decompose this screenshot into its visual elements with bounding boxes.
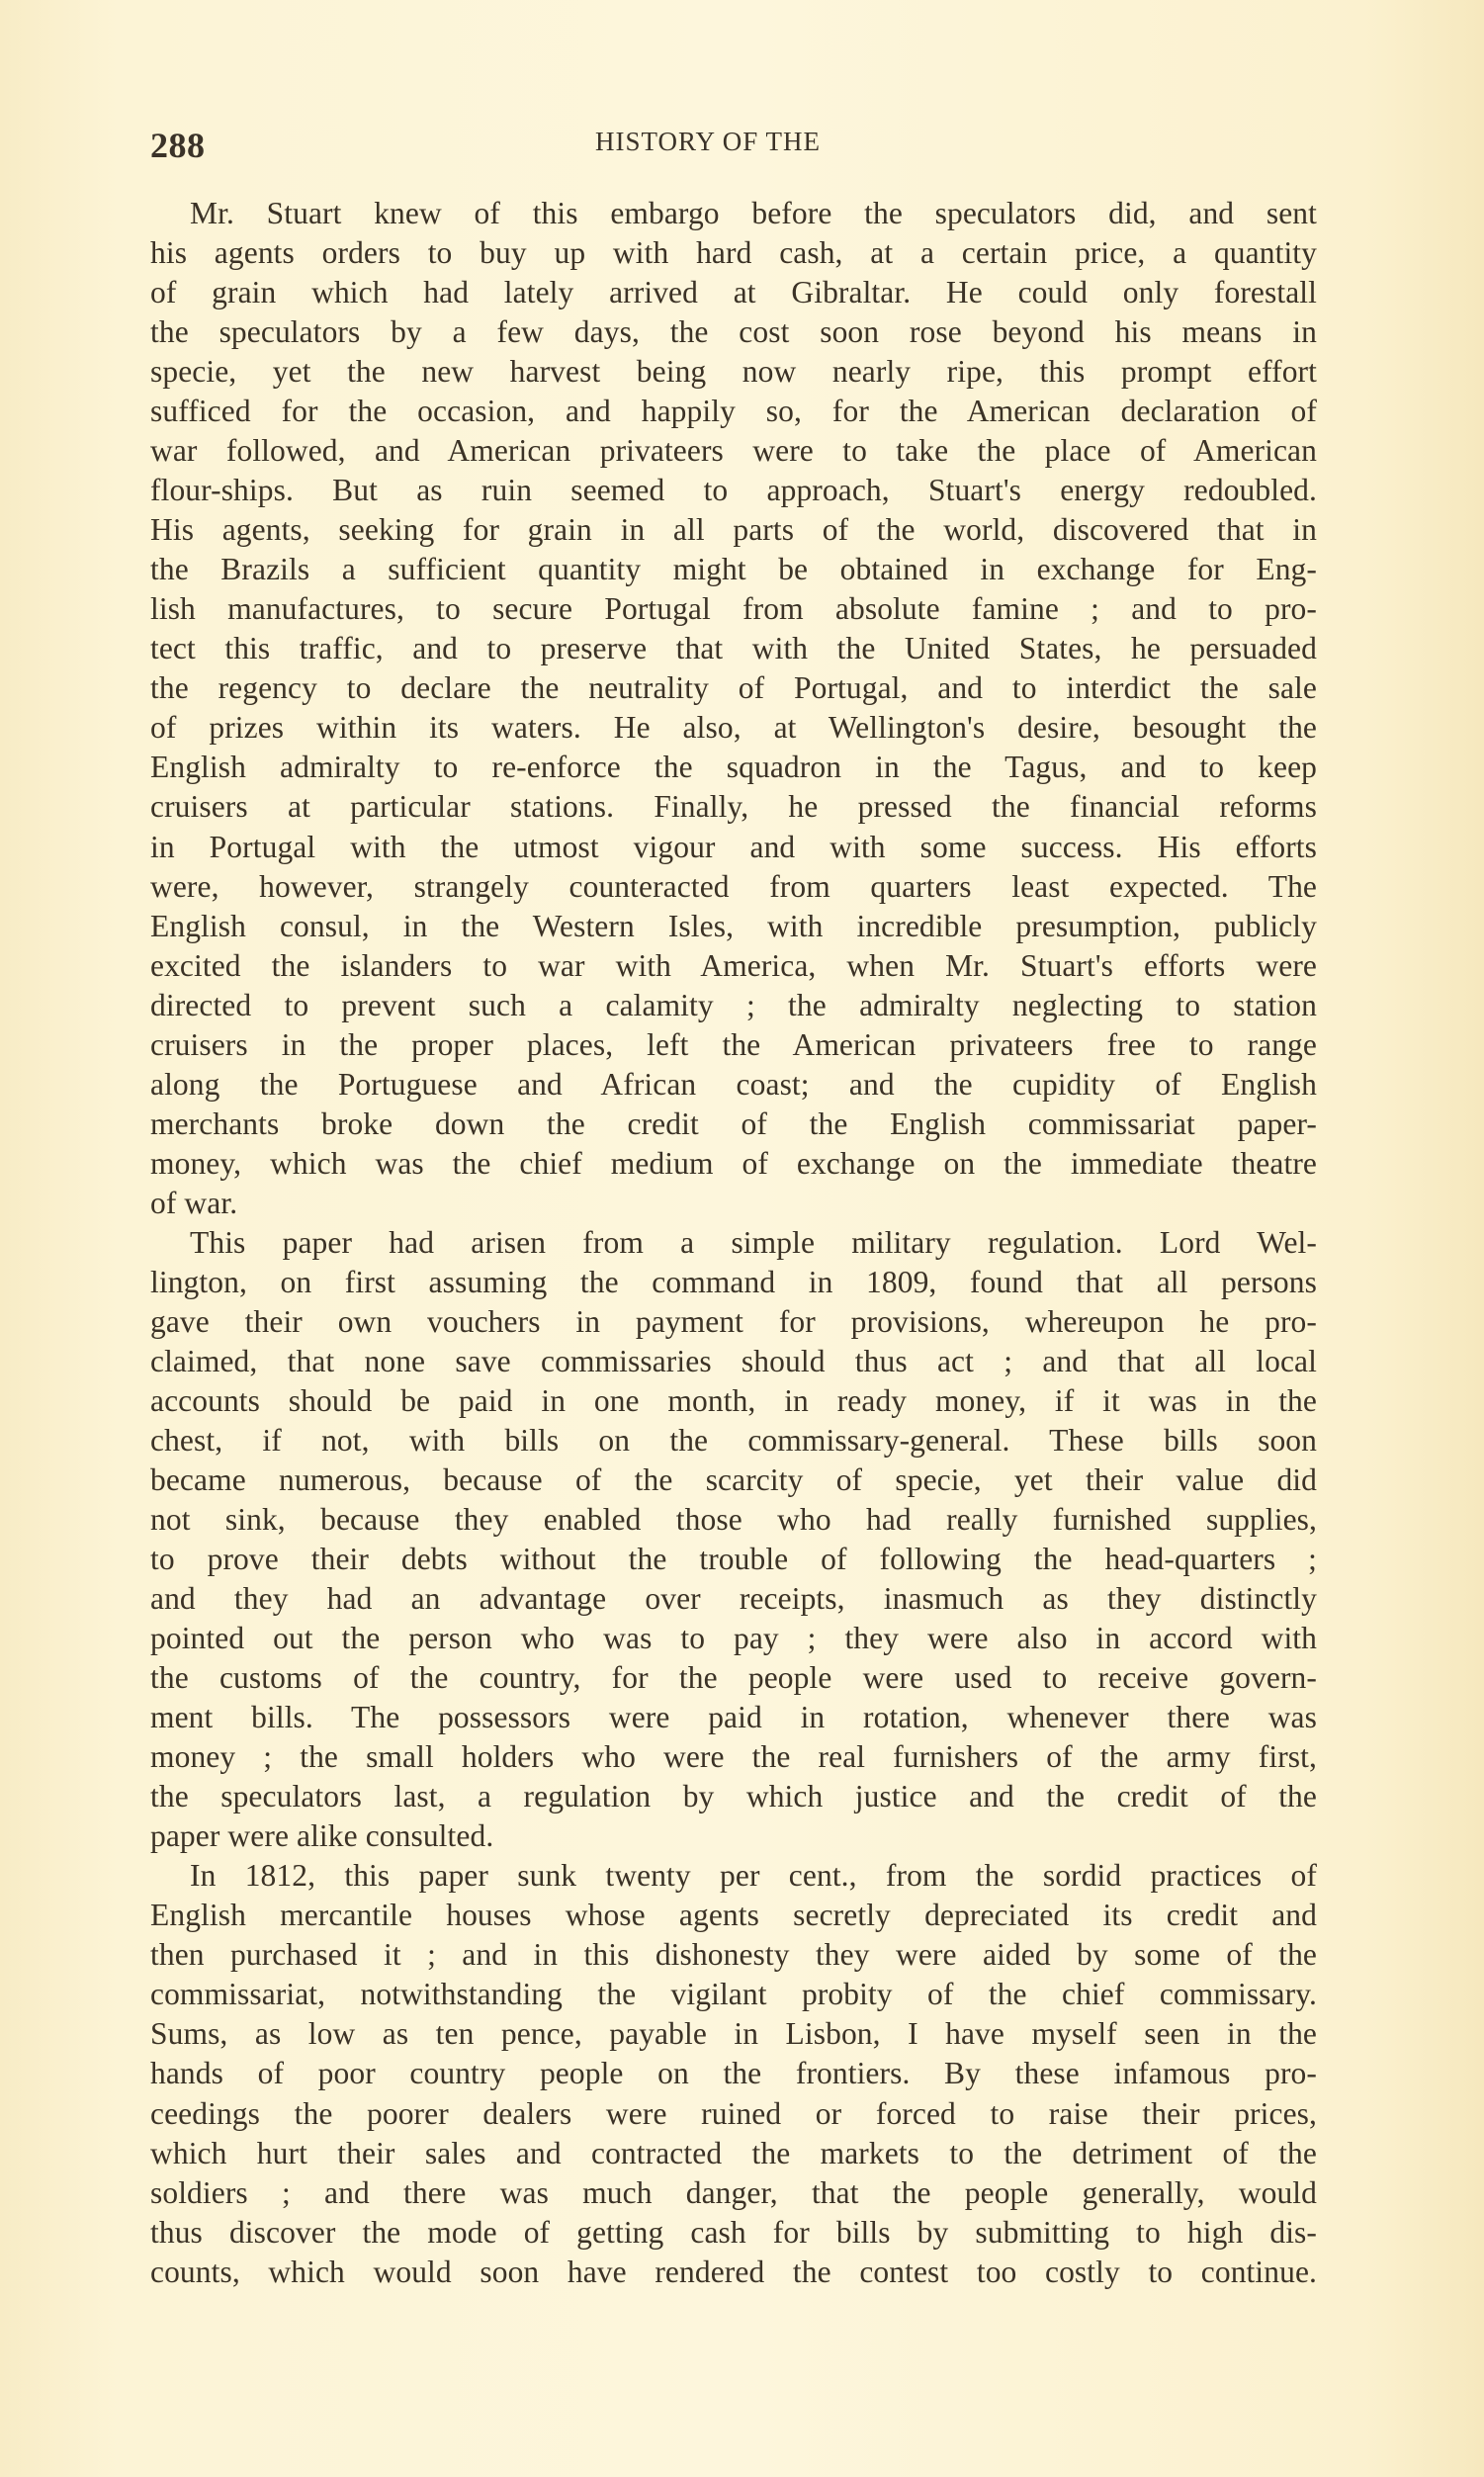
text-line: became numerous, because of the scarcity of specie, yet their value did [150, 1462, 1317, 1497]
text-line: were, however, strangely counteracted from quarters least expected. The [150, 868, 1317, 904]
running-head [148, 123, 1317, 165]
text-line: of grain which had lately arrived at Gibraltar. He could only forestall [150, 275, 1317, 310]
text-line: and they had an advantage over receipts, inasmuch as they distinctly [150, 1581, 1317, 1617]
running-title: HISTORY OF THE [595, 127, 822, 156]
text-line: of war. [150, 1185, 238, 1220]
text-line: This paper had arisen from a simple military regulation. Lord Wel- [190, 1224, 1317, 1260]
text-line: the customs of the country, for the people were used to receive govern- [150, 1660, 1317, 1696]
text-line: merchants broke down the credit of the English commissariat paper- [150, 1106, 1317, 1141]
text-line: thus discover the mode of getting cash for bills by submitting to high dis- [150, 2214, 1317, 2250]
text-line: war followed, and American privateers were to take the place of American [150, 433, 1317, 469]
text-line: the speculators by a few days, the cost soon rose beyond his means in [150, 314, 1317, 350]
text-line: tect this traffic, and to preserve that with the United States, he persuaded [150, 631, 1317, 666]
text-line: money ; the small holders who were the real furnishers of the army first, [150, 1739, 1317, 1775]
text-line: not sink, because they enabled those who had really furnished supplies, [150, 1502, 1317, 1538]
book-page [148, 0, 1317, 2477]
text-line: of prizes within its waters. He also, at Wellington's desire, besought the [150, 710, 1317, 746]
text-line: money, which was the chief medium of exchange on the immediate theatre [150, 1145, 1317, 1181]
text-line: Sums, as low as ten pence, payable in Lisbon, I have myself seen in the [150, 2016, 1317, 2052]
text-line: pointed out the person who was to pay ; they were also in accord with [150, 1621, 1317, 1656]
text-line: in Portugal with the utmost vigour and with some success. His efforts [150, 829, 1317, 864]
paragraph-1 [150, 194, 1317, 1223]
text-line: then purchased it ; and in this dishonesty they were aided by some of the [150, 1937, 1317, 1973]
text-line: cruisers at particular stations. Finally, he pressed the financial reforms [150, 789, 1317, 825]
text-line: sufficed for the occasion, and happily so, for the American declaration of [150, 394, 1317, 429]
text-line: the Brazils a sufficient quantity might be obtained in exchange for Eng- [150, 552, 1317, 587]
text-line: counts, which would soon have rendered the contest too costly to continue. [150, 2254, 1317, 2289]
body-text [150, 194, 1317, 2292]
text-line: English consul, in the Western Isles, with incredible presumption, publicly [150, 908, 1317, 943]
text-line: directed to prevent such a calamity ; the admiralty neglecting to station [150, 987, 1317, 1022]
text-line: ment bills. The possessors were paid in rotation, whenever there was [150, 1700, 1317, 1735]
text-line: excited the islanders to war with America, when Mr. Stuart's efforts were [150, 947, 1317, 983]
text-line: which hurt their sales and contracted the markets to the detriment of the [150, 2135, 1317, 2170]
paragraph-2 [150, 1223, 1317, 1857]
text-line: ceedings the poorer dealers were ruined or forced to raise their prices, [150, 2095, 1317, 2131]
text-line: gave their own vouchers in payment for provisions, whereupon he pro- [150, 1303, 1317, 1339]
text-line: lington, on first assuming the command in 1809, found that all persons [150, 1264, 1317, 1299]
text-line: lish manufactures, to secure Portugal from absolute famine ; and to pro- [150, 591, 1317, 627]
text-line: the regency to declare the neutrality of Portugal, and to interdict the sale [150, 670, 1317, 706]
text-line: soldiers ; and there was much danger, that the people generally, would [150, 2174, 1317, 2210]
text-line: specie, yet the new harvest being now nearly ripe, this prompt effort [150, 354, 1317, 390]
text-line: cruisers in the proper places, left the American privateers free to range [150, 1026, 1317, 1062]
text-line: to prove their debts without the trouble of following the head-quarters ; [150, 1542, 1317, 1577]
text-line: commissariat, notwithstanding the vigilant probity of the chief commissary. [150, 1977, 1317, 2012]
text-line: English mercantile houses whose agents secretly depreciated its credit and [150, 1898, 1317, 1933]
text-line: flour-ships. But as ruin seemed to approach, Stuart's energy redoubled. [150, 473, 1317, 508]
text-line: accounts should be paid in one month, in ready money, if it was in the [150, 1382, 1317, 1418]
text-line: Mr. Stuart knew of this embargo before the speculators did, and sent [190, 196, 1317, 230]
text-line: his agents orders to buy up with hard cash, at a certain price, a quantity [150, 235, 1317, 271]
text-line: chest, if not, with bills on the commissary-general. These bills soon [150, 1422, 1317, 1458]
text-line: In 1812, this paper sunk twenty per cent., from the sordid practices of [190, 1858, 1317, 1894]
text-line: hands of poor country people on the frontiers. By these infamous pro- [150, 2056, 1317, 2091]
text-line: along the Portuguese and African coast; and the cupidity of English [150, 1066, 1317, 1102]
paragraph-3 [150, 1856, 1317, 2291]
text-line: paper were alike consulted. [150, 1818, 494, 1854]
text-line: claimed, that none save commissaries should thus act ; and that all local [150, 1343, 1317, 1378]
text-line: the speculators last, a regulation by which justice and the credit of the [150, 1779, 1317, 1814]
text-line: His agents, seeking for grain in all parts of the world, discovered that in [150, 512, 1317, 548]
page-number: 288 [150, 126, 206, 165]
text-line: English admiralty to re-enforce the squadron in the Tagus, and to keep [150, 750, 1317, 785]
